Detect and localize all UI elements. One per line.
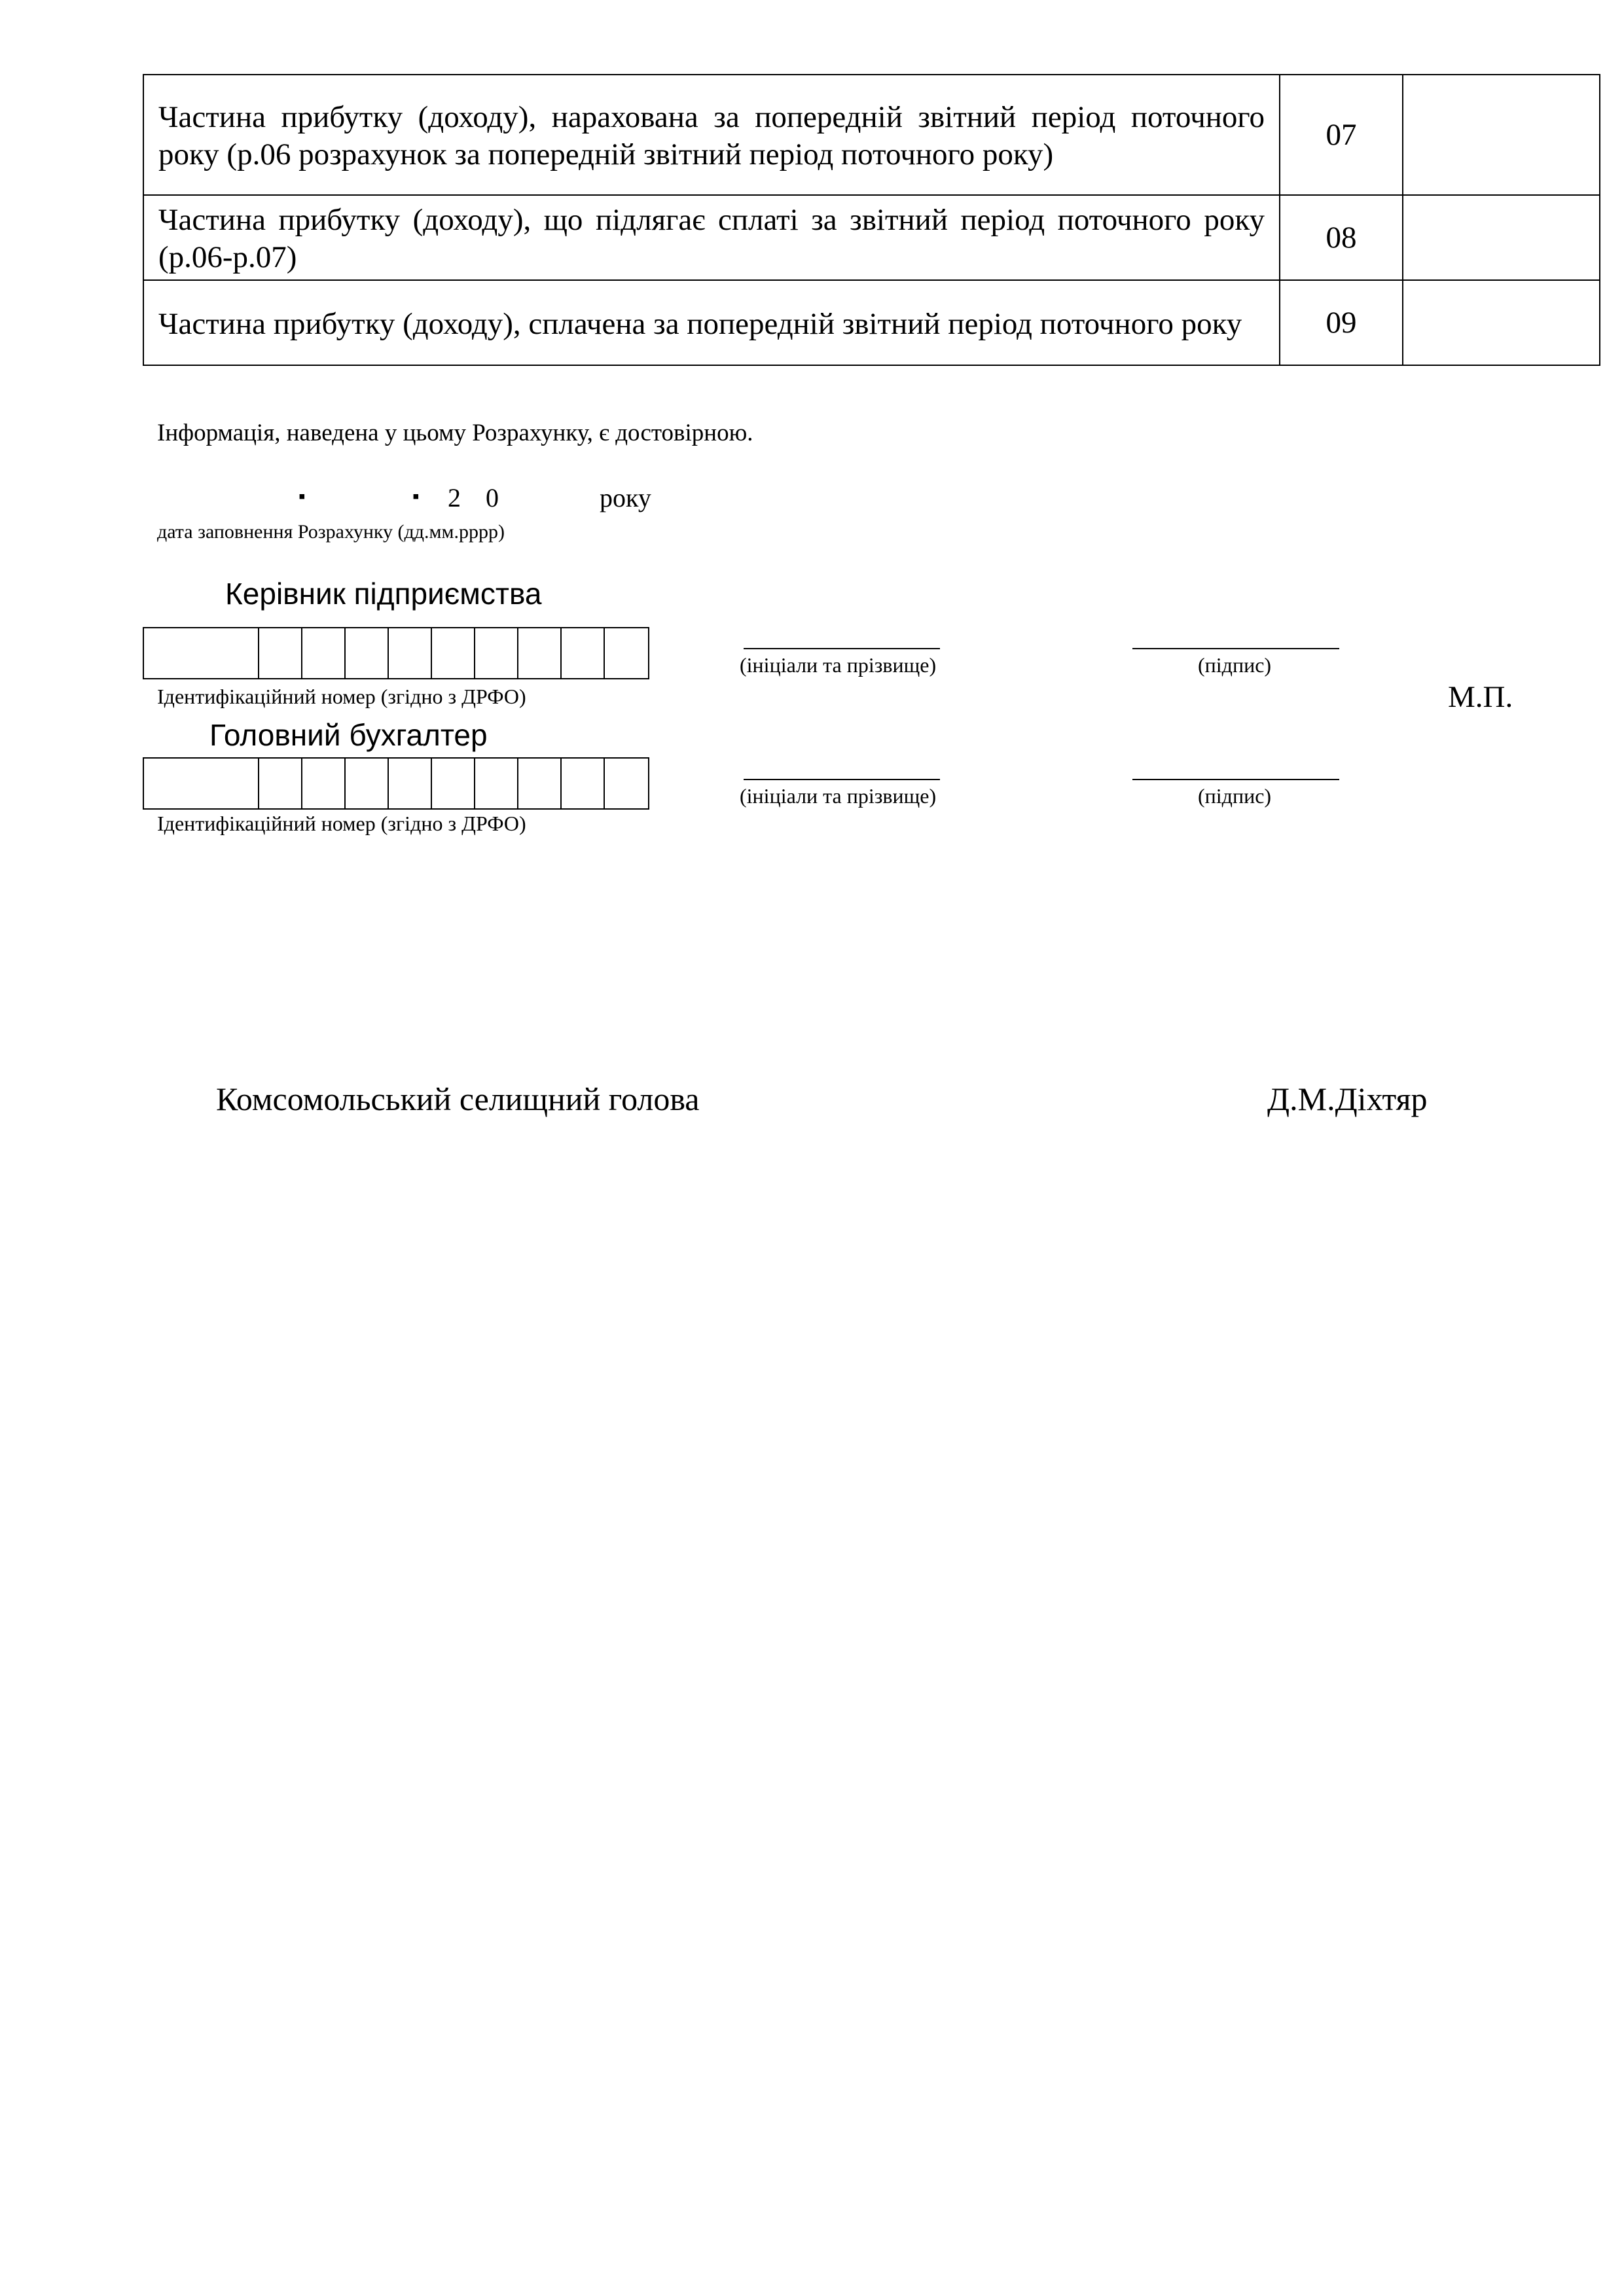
row-value-cell[interactable] [1403, 75, 1600, 195]
id-digit-box[interactable] [518, 628, 562, 678]
row-value-cell[interactable] [1403, 195, 1600, 280]
accountant-signature-caption: (підпис) [1198, 784, 1272, 808]
id-digit-box[interactable] [389, 759, 432, 808]
date-suffix: року [600, 483, 651, 512]
director-id-caption: Ідентифікаційний номер (згідно з ДРФО) [157, 685, 526, 708]
date-separator-day: ▪ [298, 486, 306, 507]
id-digit-box[interactable] [389, 628, 432, 678]
row-value-cell[interactable] [1403, 280, 1600, 365]
id-digit-box[interactable] [346, 628, 389, 678]
id-digit-box[interactable] [605, 628, 648, 678]
id-digit-box[interactable] [475, 628, 518, 678]
id-digit-box[interactable] [562, 759, 605, 808]
footer-signer: Д.М.Діхтяр [1267, 1081, 1428, 1117]
table-row [143, 195, 1600, 280]
id-digit-box[interactable] [144, 759, 259, 808]
accountant-signature-line[interactable] [1132, 779, 1339, 780]
id-digit-box[interactable] [432, 759, 475, 808]
accountant-title: Головний бухгалтер [209, 718, 488, 752]
table-row [143, 75, 1600, 195]
director-initials-caption: (ініціали та прізвище) [740, 653, 937, 677]
id-digit-box[interactable] [518, 759, 562, 808]
id-digit-box[interactable] [302, 628, 346, 678]
id-digit-box[interactable] [562, 628, 605, 678]
accountant-id-caption: Ідентифікаційний номер (згідно з ДРФО) [157, 812, 526, 835]
footer-position: Комсомольський селищний голова [216, 1081, 700, 1117]
id-digit-box[interactable] [144, 628, 259, 678]
director-signature-caption: (підпис) [1198, 653, 1272, 677]
row-code: 08 [1280, 195, 1403, 280]
director-initials-line[interactable] [744, 648, 940, 649]
id-digit-box[interactable] [259, 759, 302, 808]
date-caption: дата заповнення Розрахунку (дд.мм.рррр) [157, 521, 505, 543]
director-title: Керівник підприємства [225, 577, 542, 611]
stamp-mark: М.П. [1448, 680, 1513, 714]
row-description: Частина прибутку (доходу), нарахована за попередній звітний період поточного року (р.06 розрахунок за попередній звітний період поточного року) [143, 75, 1280, 195]
director-id-field[interactable] [143, 627, 649, 679]
id-digit-box[interactable] [475, 759, 518, 808]
date-year-digit-2: 2 [448, 483, 461, 512]
row-code: 07 [1280, 75, 1403, 195]
id-digit-box[interactable] [346, 759, 389, 808]
reliability-statement: Інформація, наведена у цьому Розрахунку, є достовірною. [157, 420, 753, 446]
accountant-id-field[interactable] [143, 757, 649, 810]
id-digit-box[interactable] [605, 759, 648, 808]
accountant-initials-caption: (ініціали та прізвище) [740, 784, 937, 808]
date-separator-month: ▪ [412, 486, 420, 507]
id-digit-box[interactable] [259, 628, 302, 678]
id-digit-box[interactable] [432, 628, 475, 678]
director-signature-line[interactable] [1132, 648, 1339, 649]
row-description: Частина прибутку (доходу), що підлягає сплаті за звітний період поточного року (р.06-р.07) [143, 195, 1280, 280]
accountant-initials-line[interactable] [744, 779, 940, 780]
date-year-digit-0: 0 [486, 483, 499, 512]
row-description: Частина прибутку (доходу), сплачена за попередній звітний період поточного року [143, 280, 1280, 365]
calculation-table [143, 74, 1600, 366]
row-code: 09 [1280, 280, 1403, 365]
id-digit-box[interactable] [302, 759, 346, 808]
table-row [143, 280, 1600, 365]
